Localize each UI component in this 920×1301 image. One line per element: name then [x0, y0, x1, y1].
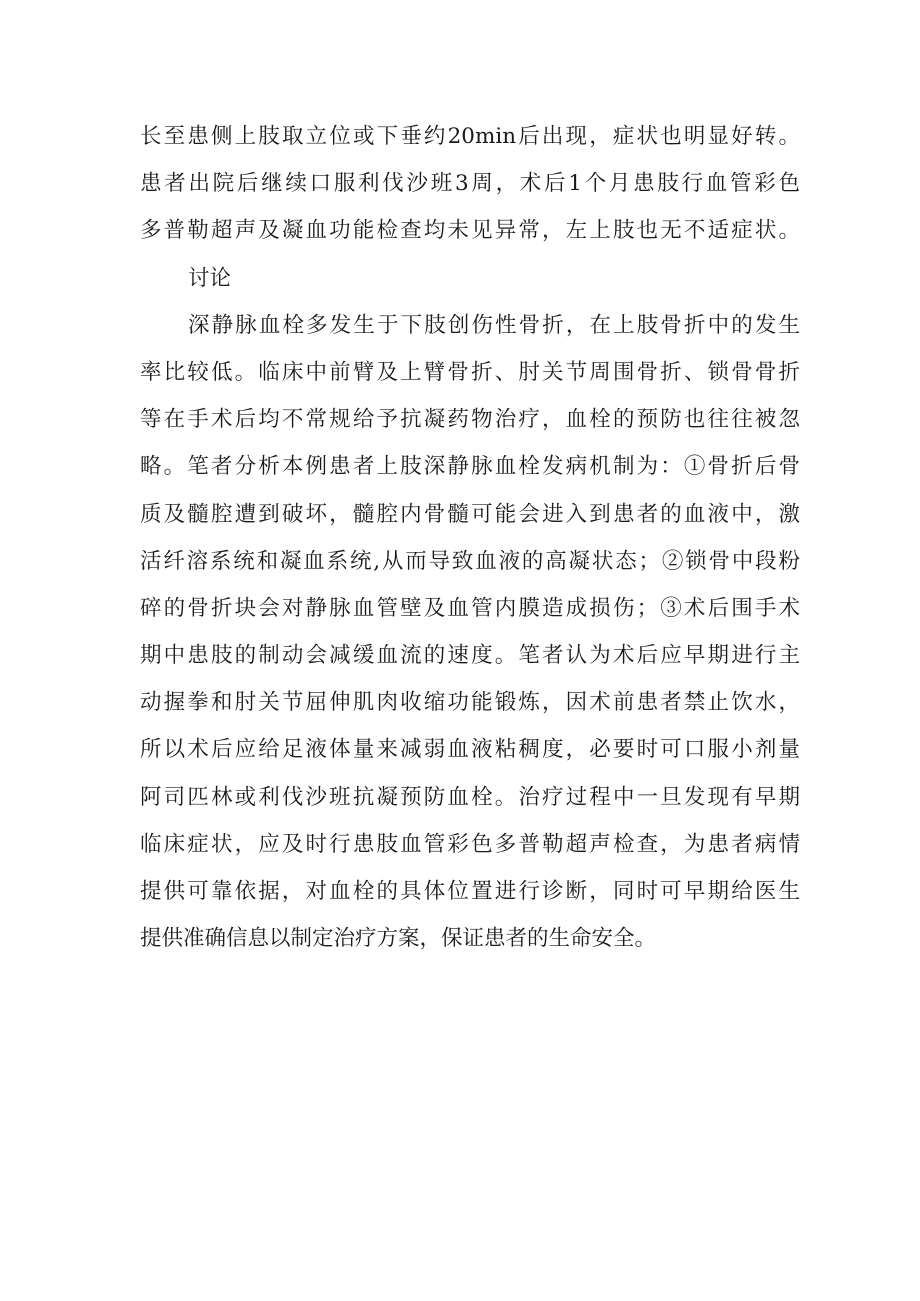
- text-line: 提供准确信息以制定治疗方案，保证患者的生命安全。: [140, 926, 657, 952]
- body-text: [140, 113, 800, 962]
- text-line: 长至患侧上肢取立位或下垂约20min后出现，症状也明显好转。: [140, 124, 800, 149]
- text-line: 深静脉血栓多发生于下肢创伤性骨折，在上肢骨折中的发生: [188, 312, 800, 338]
- text-line: 质及髓腔遭到破坏，髓腔内骨髓可能会进入到患者的血液中，激: [140, 501, 800, 527]
- text-line: 期中患肢的制动会减缓血流的速度。笔者认为术后应早期进行主: [140, 643, 800, 669]
- text-line: 提供可靠依据，对血栓的具体位置进行诊断，同时可早期给医生: [140, 879, 800, 904]
- text-line: 等在手术后均不常规给予抗凝药物治疗，血栓的预防也往往被忽: [140, 407, 800, 433]
- text-line: 率比较低。临床中前臂及上臂骨折、肘关节周围骨折、锁骨骨折: [140, 359, 800, 385]
- paragraph-discussion: [140, 302, 800, 963]
- paragraph-continuation: [140, 113, 800, 255]
- text-line: 碎的骨折块会对静脉血管壁及血管内膜造成损伤；③术后围手术: [140, 595, 800, 621]
- text-line: 临床症状，应及时行患肢血管彩色多普勒超声检查，为患者病情: [140, 831, 800, 857]
- text-line: 动握拳和肘关节屈伸肌肉收缩功能锻炼，因术前患者禁止饮水，: [140, 690, 800, 716]
- text-line: 所以术后应给足液体量来减弱血液粘稠度，必要时可口服小剂量: [140, 737, 800, 763]
- text-line: 略。笔者分析本例患者上肢深静脉血栓发病机制为：①骨折后骨: [140, 454, 800, 480]
- section-heading: 讨论: [188, 265, 232, 291]
- text-line: 活纤溶系统和凝血系统,从而导致血液的高凝状态；②锁骨中段粉: [140, 548, 800, 574]
- text-line: 患者出院后继续口服利伐沙班3周，术后1个月患肢行血管彩色: [140, 171, 800, 197]
- text-line: 多普勒超声及凝血功能检查均未见异常，左上肢也无不适症状。: [140, 218, 800, 244]
- text-line: 阿司匹林或利伐沙班抗凝预防血栓。治疗过程中一旦发现有早期: [140, 784, 800, 810]
